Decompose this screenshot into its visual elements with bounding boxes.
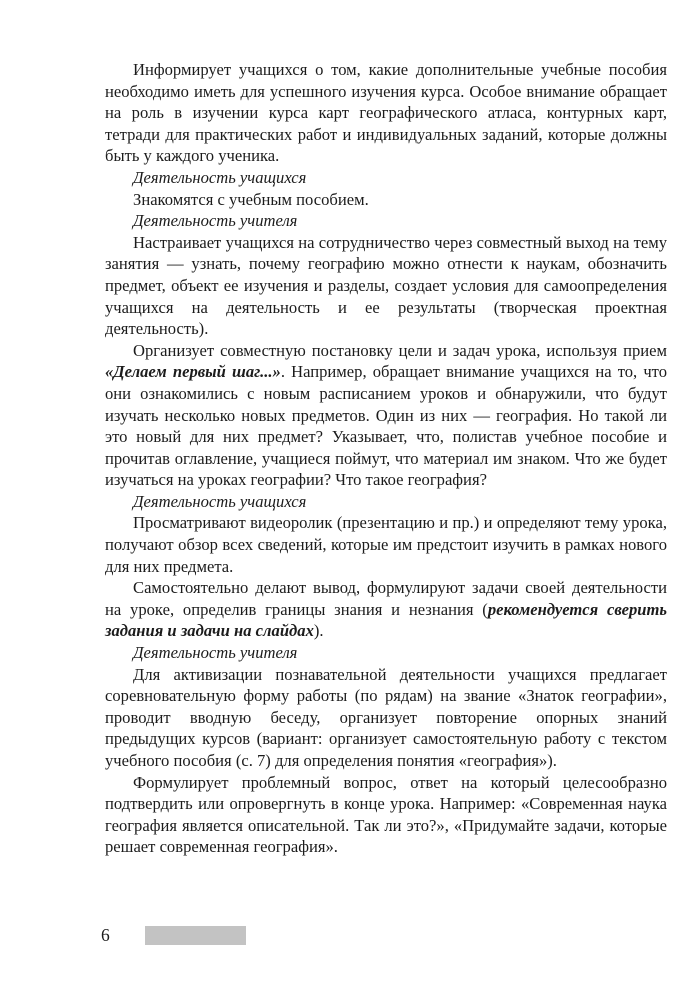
activity-heading	[105, 642, 667, 664]
text-run: Самостоятельно делают вывод, формулируют задачи своей деятельности на уроке, определив границы знания и незнания (	[105, 578, 667, 619]
body-paragraph	[105, 577, 667, 642]
footer-bar	[145, 926, 246, 945]
text-run: Настраивает учащихся на сотрудничество через совместный выход на тему занятия — узнать, почему географию можно отнести к наукам, обозначить предмет, объект ее изучения и разделы, создает условия для самоопределения учащихся на деятельность и ее результаты (творческая проектная деятельность).	[105, 232, 667, 339]
text-run: Деятельность учителя	[133, 643, 298, 663]
body-paragraph	[105, 772, 667, 858]
body-paragraph	[105, 189, 667, 211]
text-run: Деятельность учащихся	[133, 167, 307, 187]
body-paragraph	[105, 232, 667, 340]
page-number: 6	[101, 925, 110, 945]
body-paragraph	[105, 59, 667, 167]
text-run: ).	[313, 621, 324, 641]
activity-heading	[105, 210, 667, 232]
text-run: Организует совместную постановку цели и задач урока, используя прием	[133, 340, 667, 360]
text-run: . Например, обращает внимание учащихся на то, что они ознакомились с новым расписанием уроков и обнаружили, что будут изучать несколько новых предметов. Один из них — география. Но такой ли это новый для них предмет? Указывает, что, полистав учебное пособие и прочитав оглавление, учащиеся поймут, что материал им знаком. Что же будет изучаться на уроках географии? Что такое география?	[105, 362, 668, 490]
body-paragraph	[105, 512, 667, 577]
text-run: Знакомятся с учебным пособием.	[133, 189, 369, 209]
text-run: Формулирует проблемный вопрос, ответ на который целесообразно подтвердить или опровергнуть в конце урока. Например: «Современная наука география является описательной. Так ли это?», «Придумайте задачи, которые решает современная география».	[105, 772, 667, 857]
page-text-block	[105, 59, 667, 858]
activity-heading	[105, 167, 667, 189]
body-paragraph	[105, 664, 667, 772]
text-run: Деятельность учителя	[133, 211, 298, 231]
body-paragraph	[105, 340, 667, 491]
text-run: Деятельность учащихся	[133, 491, 307, 511]
activity-heading	[105, 491, 667, 513]
text-run: Просматривают видеоролик (презентацию и пр.) и определяют тему урока, получают обзор всех сведений, которые им предстоит изучить в рамках нового для них предмета.	[105, 513, 667, 576]
text-run: «Делаем первый шаг...»	[105, 362, 281, 382]
page-footer	[0, 923, 700, 949]
text-run: Для активизации познавательной деятельности учащихся предлагает соревновательную форму работы (по рядам) на звание «Знаток географии», проводит вводную беседу, организует повторение опорных знаний предыдущих курсов (вариант: организует самостоятельную работу с текстом учебного пособия (с. 7) для определения понятия «география»).	[105, 664, 667, 770]
text-run: Информирует учащихся о том, какие дополнительные учебные пособия необходимо иметь для успешного изучения курса. Особое внимание обращает на роль в изучении курса карт географического атласа, контурных карт, тетради для практических работ и индивидуальных заданий, которые должны быть у каждого ученика.	[105, 60, 667, 166]
text-run: рекомендуется сверить задания и задачи на слайдах	[105, 599, 667, 641]
